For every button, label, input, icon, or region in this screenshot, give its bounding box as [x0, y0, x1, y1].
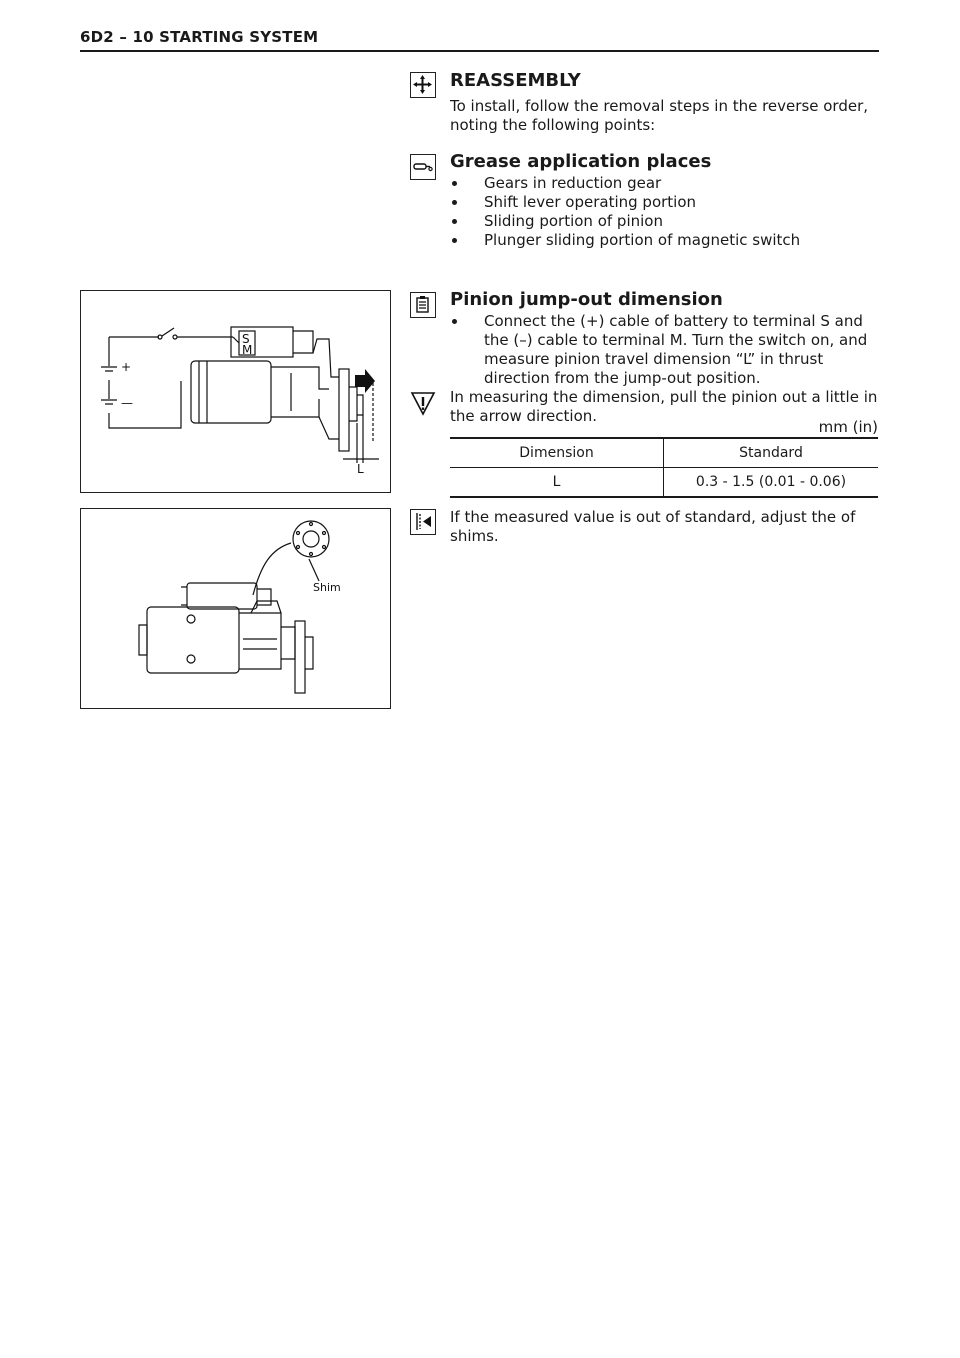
bullet-icon — [452, 219, 457, 224]
list-item-text: Shift lever operating portion — [484, 193, 697, 211]
column-header: Dimension — [450, 438, 664, 468]
table-row — [450, 468, 878, 498]
grease-heading: Grease application places — [450, 151, 712, 172]
list-item-text: Sliding portion of pinion — [484, 212, 663, 230]
reassembly-intro: To install, follow the removal steps in the reverse order, noting the following points: — [450, 97, 869, 134]
dimension-l-label: L — [357, 462, 364, 476]
unit-label: mm (in) — [818, 418, 878, 436]
bullet-icon — [452, 319, 457, 324]
list-item — [450, 231, 882, 250]
table-cell: L — [450, 468, 664, 498]
grease-list — [450, 174, 882, 250]
column-header: Standard — [739, 445, 803, 461]
caution-text: In measuring the dimension, pull the pinion out a little in the arrow direction. — [450, 388, 878, 425]
terminal-m-label: M — [242, 343, 253, 357]
list-item-text: Gears in reduction gear — [484, 174, 662, 192]
list-item-text: Plunger sliding portion of magnetic switch — [484, 231, 801, 249]
page-header — [80, 28, 880, 52]
list-item — [450, 312, 882, 388]
reassembly-arrows-icon — [410, 72, 436, 98]
list-item — [450, 193, 882, 212]
shim-figure — [80, 508, 391, 709]
pinion-steps — [450, 312, 882, 388]
table-header-row — [450, 438, 878, 468]
pinion-step-text: Connect the (+) cable of battery to terminal S and the (–) cable to terminal M. Turn the switch on, and measure pinion travel dimension “L” in thrust direction from the jump-out position. — [484, 312, 868, 387]
caution-triangle-icon — [410, 390, 436, 416]
pinion-heading: Pinion jump-out dimension — [450, 289, 723, 310]
battery-minus-label: — — [121, 396, 133, 410]
page-title: 6D2 – 10 STARTING SYSTEM — [80, 28, 319, 46]
reassembly-heading: REASSEMBLY — [450, 70, 581, 91]
table-cell: 0.3 - 1.5 (0.01 - 0.06) — [695, 474, 847, 490]
adjust-text: If the measured value is out of standard, adjust the of shims. — [450, 508, 856, 545]
bullet-icon — [452, 238, 457, 243]
inspection-clipboard-icon — [410, 292, 436, 318]
battery-plus-label: + — [121, 360, 132, 374]
grease-gun-icon — [410, 154, 436, 180]
list-item — [450, 212, 882, 231]
bullet-icon — [452, 200, 457, 205]
shim-label: Shim — [313, 581, 341, 594]
pinion-jumpout-figure — [80, 290, 391, 493]
spec-table — [450, 437, 878, 498]
list-item — [450, 174, 882, 193]
adjust-shim-icon — [410, 509, 436, 535]
bullet-icon — [452, 181, 457, 186]
terminal-s-label: S — [242, 332, 250, 346]
header-rule — [80, 50, 879, 52]
